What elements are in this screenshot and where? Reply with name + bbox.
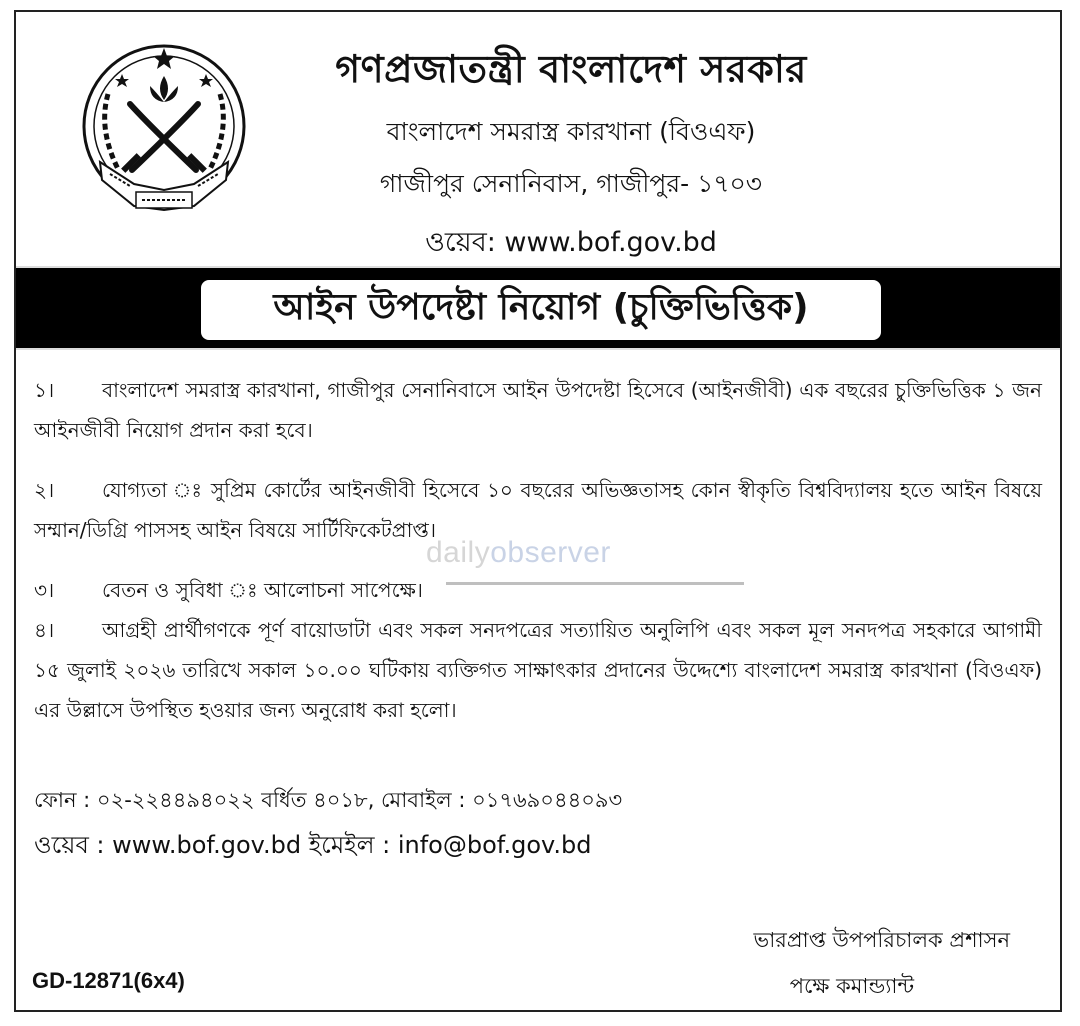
- paragraph-3: [34, 570, 1042, 610]
- watermark-observer: observer: [490, 536, 611, 569]
- signatory-on-behalf: পক্ষে কমান্ড্যান্ট: [789, 974, 914, 998]
- title-bar: [16, 266, 1060, 350]
- watermark-underline: [446, 582, 744, 585]
- signatory-designation: ভারপ্রাপ্ত উপপরিচালক প্রশাসন: [753, 928, 1010, 952]
- paragraph-number: ১।: [34, 378, 55, 402]
- paragraph-4: [34, 610, 1042, 730]
- organization-website[interactable]: ওয়েব: www.bof.gov.bd: [425, 227, 717, 258]
- watermark: [426, 536, 611, 570]
- government-title: গণপ্রজাতন্ত্রী বাংলাদেশ সরকার: [335, 47, 807, 91]
- notice-title: আইন উপদেষ্টা নিয়োগ (চুক্তিভিত্তিক): [201, 280, 881, 340]
- organization-name: বাংলাদেশ সমরাস্ত্র কারখানা (বিওএফ): [386, 117, 756, 146]
- paragraph-text: বাংলাদেশ সমরাস্ত্র কারখানা, গাজীপুর সেনানিবাসে আইন উপদেষ্টা হিসেবে (আইনজীবী) এক বছরের চুক্তিভিত্তিক ১ জন আইনজীবী নিয়োগ প্রদান করা হবে।: [34, 378, 1042, 442]
- notice-frame: [14, 10, 1062, 1012]
- contact-phone: ফোন : ০২-২২৪৪৯৪০২২ বর্ধিত ৪০১৮, মোবাইল : ০১৭৬৯০৪৪০৯৩: [34, 788, 623, 812]
- paragraph-text: বেতন ও সুবিধা ঃ আলোচনা সাপেক্ষে।: [102, 578, 423, 602]
- paragraph-text: যোগ্যতা ঃ সুপ্রিম কোর্টের আইনজীবী হিসেবে ১০ বছরের অভিজ্ঞতাসহ কোন স্বীকৃতি বিশ্ববিদ্যালয় হতে আইন বিষয়ে সম্মান/ডিগ্রি পাসসহ আইন বিষয়ে সার্টিফিকেটপ্রাপ্ত।: [34, 478, 1042, 542]
- watermark-daily: daily: [426, 536, 491, 569]
- gd-code: GD-12871(6x4): [32, 968, 185, 993]
- paragraph-number: ২।: [34, 478, 55, 502]
- paragraph-number: ৪।: [34, 618, 55, 642]
- bof-emblem-icon: [78, 34, 250, 224]
- paragraph-number: ৩।: [34, 578, 55, 602]
- paragraph-text: আগ্রহী প্রার্থীগণকে পূর্ণ বায়োডাটা এবং সকল সনদপত্রের সত্যায়িত অনুলিপি এবং সকল মূল সনদপত্র সহকারে আগামী ১৫ জুলাই ২০২৬ তারিখে সকাল ১০.০০ ঘটিকায় ব্যক্তিগত সাক্ষাৎকার প্রদানের উদ্দেশ্যে বাংলাদেশ সমরাস্ত্র কারখানা (বিওএফ) এর উল্লাসে উপস্থিত হওয়ার জন্য অনুরোধ করা হলো।: [34, 618, 1042, 722]
- contact-web-email[interactable]: ওয়েব : www.bof.gov.bd ইমেইল : info@bof.gov.bd: [34, 831, 592, 859]
- organization-address: গাজীপুর সেনানিবাস, গাজীপুর- ১৭০৩: [379, 169, 763, 198]
- header: [16, 12, 1060, 266]
- paragraph-1: [34, 370, 1042, 450]
